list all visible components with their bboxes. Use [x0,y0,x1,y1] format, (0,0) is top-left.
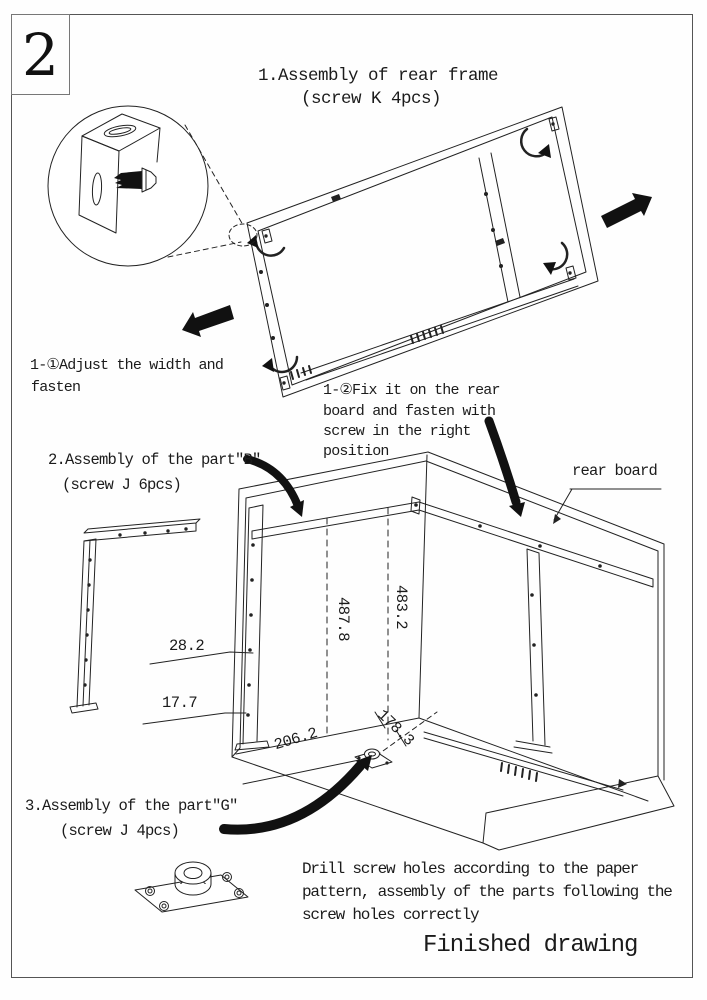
step1-sub2-line2: board and fasten with [323,403,496,420]
dimension-28-2: 28.2 [169,637,205,655]
step1-sub1-line2: fasten [31,379,81,396]
dimension-487-8: 487.8 [334,597,352,642]
dimension-206-2: 206.2 [272,724,320,755]
step1-sub2-line1: 1-②Fix it on the rear [323,382,500,399]
rotate-arrow-icon [247,129,567,372]
finished-drawing-label: Finished drawing [423,932,638,959]
step1-sub2-line4: position [323,443,389,460]
roller-icon [175,862,211,895]
detail-circle [48,106,257,266]
part-b-drawing [70,519,200,713]
move-arrow-right-icon [601,193,652,228]
rail-teeth [291,326,443,379]
dimension-17-7: 17.7 [162,694,198,712]
installed-frame-drawing [235,497,653,796]
dimension-178-3: 178.3 [373,706,418,750]
screw-clip-icon [262,117,576,390]
rear-board-label: rear board [572,462,658,480]
step3-title: 3.Assembly of the part″G″ [25,797,238,815]
drill-note-line1: Drill screw holes according to the paper [302,860,639,878]
rear-frame-drawing [182,107,652,397]
step3-subtitle: (screw J 4pcs) [60,822,180,840]
dimension-483-2: 483.2 [392,585,410,630]
drill-note-line2: pattern, assembly of the parts following the [302,883,672,901]
step1-title: 1.Assembly of rear frame [258,66,499,86]
drill-note-line3: screw holes correctly [302,906,479,924]
part-g-drawing [135,862,248,912]
page-number: 2 [22,20,59,89]
step2-subtitle: (screw J 6pcs) [62,476,182,494]
step2-title: 2.Assembly of the part″B″ [48,451,261,469]
step1-sub1-line1: 1-①Adjust the width and [30,357,224,374]
step1-sub2-line3: screw in the right [323,423,471,440]
move-arrow-left-icon [182,305,234,337]
step1-subtitle: (screw K 4pcs) [301,89,442,109]
